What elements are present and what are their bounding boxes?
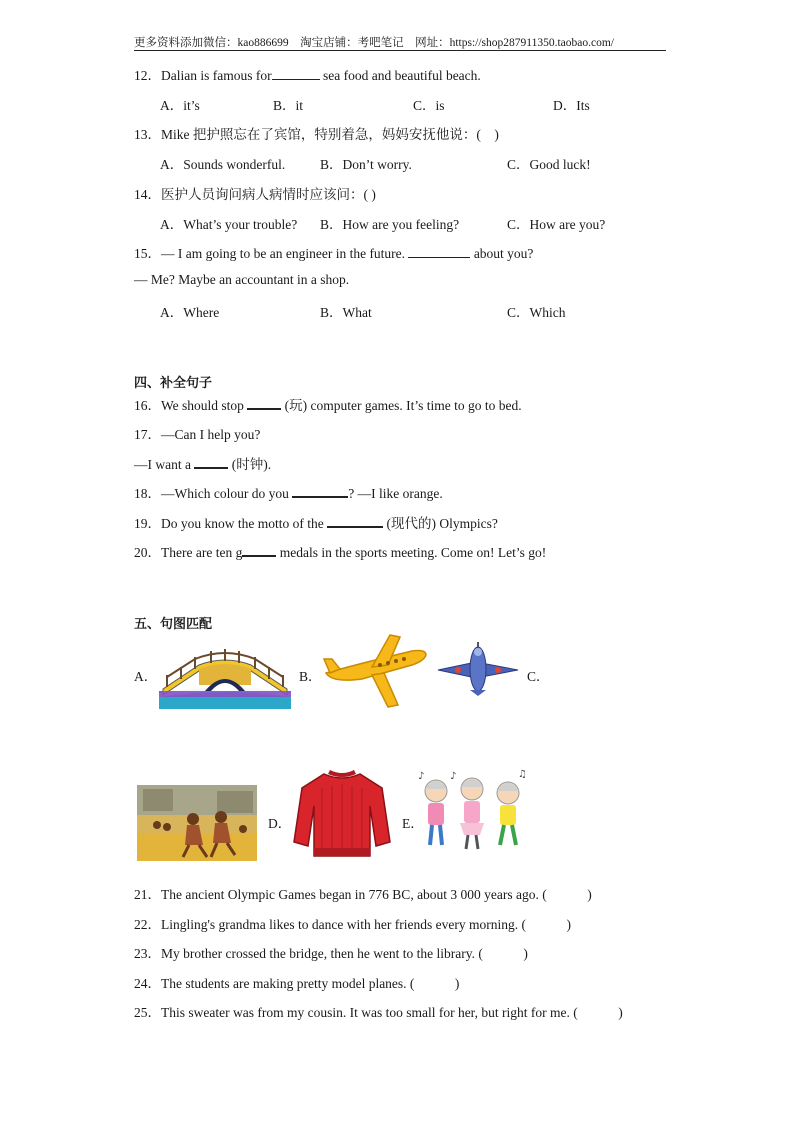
question-number: 20． [134,545,161,560]
page-header: 更多资料添加微信：kao886699 淘宝店铺：考吧笔记 网址：https://shop287911350.taobao.com/ [134,37,614,49]
question-number: 13． [134,127,161,142]
option-b[interactable]: B．How are you feeling? [320,217,460,232]
question-stem-end: about you? [470,246,534,261]
answer-blank[interactable] [408,245,470,258]
question-number: 17． [134,427,161,442]
svg-text:♪: ♪ [418,771,425,782]
dancing-grandmas-picture [414,769,530,857]
question-14 [134,183,376,203]
question-17 [134,423,260,443]
question-number: 15． [134,246,161,261]
option-b[interactable]: B．What [320,305,372,320]
question-stem: This sweater was from my cousin. It was too small for her, but right for me. ( ) [161,1005,623,1020]
answer-blank[interactable] [247,396,281,410]
picture-label-c: C． [527,669,550,684]
question-number: 25． [134,1005,161,1020]
option-c[interactable]: C．Which [507,305,566,320]
question-stem: We should stop [161,398,248,413]
option-c[interactable]: C．is [413,98,445,113]
bridge-picture [159,641,291,709]
option-c[interactable]: C．How are you? [507,217,606,232]
svg-text:♪: ♪ [450,771,457,782]
question-13 [134,123,499,143]
picture-label-a: A． [134,669,158,684]
picture-label-e: E． [402,816,424,831]
question-stem-end: medals in the sports meeting. Come on! Let’s go! [276,545,547,560]
option-d[interactable]: D．Its [553,98,590,113]
question-stem-end: ? —I like orange. [348,486,443,501]
question-number: 24． [134,976,161,991]
answer-blank[interactable] [194,455,228,469]
dialogue-reply: — Me? Maybe an accountant in a shop. [134,272,350,287]
question-number: 16． [134,398,161,413]
question-16 [134,394,522,414]
header-rule [134,50,666,51]
question-20 [134,541,546,561]
question-stem: The ancient Olympic Games began in 776 BC, about 3 000 years ago. ( ) [161,887,592,902]
airplane-picture [322,633,430,709]
model-plane-picture [432,640,524,698]
question-stem-end: (玩) computer games. It’s time to go to bed. [281,398,522,413]
question-stem: Lingling's grandma likes to dance with her friends every morning. ( ) [161,917,571,932]
matching-item-23 [134,942,528,962]
option-a[interactable]: A．Where [160,305,220,320]
matching-item-25 [134,1001,623,1021]
question-stem-end: (时钟). [228,457,272,472]
question-stem-end: (现代的) Olympics? [383,516,498,531]
answer-blank[interactable] [327,514,383,528]
question-stem: — I am going to be an engineer in the future. [161,246,409,261]
question-stem: My brother crossed the bridge, then he went to the library. ( ) [161,946,528,961]
question-stem: Dalian is famous for [161,68,272,83]
question-number: 21． [134,887,161,902]
section-title: 四、补全句子 [134,376,213,391]
question-number: 18． [134,486,161,501]
ancient-olympics-picture [137,785,257,861]
option-b[interactable]: B．Don’t worry. [320,157,412,172]
matching-item-24 [134,972,459,992]
question-number: 12． [134,68,161,83]
question-stem-end: sea food and beautiful beach. [319,68,481,83]
question-stem: Do you know the motto of the [161,516,328,531]
option-c[interactable]: C．Good luck! [507,157,591,172]
question-stem: The students are making pretty model planes. ( ) [161,976,460,991]
question-12 [134,64,481,84]
picture-label-b: B． [299,669,322,684]
svg-text:♫: ♫ [518,769,527,780]
answer-blank[interactable] [292,484,348,498]
question-19 [134,512,498,532]
matching-item-21 [134,883,592,903]
matching-item-22 [134,913,571,933]
section-title: 五、句图匹配 [134,617,213,632]
question-number: 19． [134,516,161,531]
option-a[interactable]: A．Sounds wonderful. [160,157,286,172]
question-stem: There are ten g [161,545,243,560]
option-b[interactable]: B．it [273,98,304,113]
question-15 [134,242,533,262]
answer-blank[interactable] [272,67,320,80]
question-stem: —Which colour do you [161,486,293,501]
question-number: 23． [134,946,161,961]
question-number: 14． [134,187,161,202]
option-a[interactable]: A．it’s [160,98,200,113]
question-stem: —Can I help you? [161,427,261,442]
question-stem: —I want a [134,457,195,472]
question-17-line2 [134,453,271,473]
picture-label-d: D． [268,816,292,831]
question-stem: 医护人员询问病人病情时应该问：( ) [161,187,376,202]
question-number: 22． [134,917,161,932]
option-a[interactable]: A．What’s your trouble? [160,217,298,232]
question-18 [134,482,443,502]
answer-blank[interactable] [242,543,276,557]
sweater-picture [292,768,392,860]
question-stem: Mike 把护照忘在了宾馆，特别着急，妈妈安抚他说：( ) [161,127,499,142]
